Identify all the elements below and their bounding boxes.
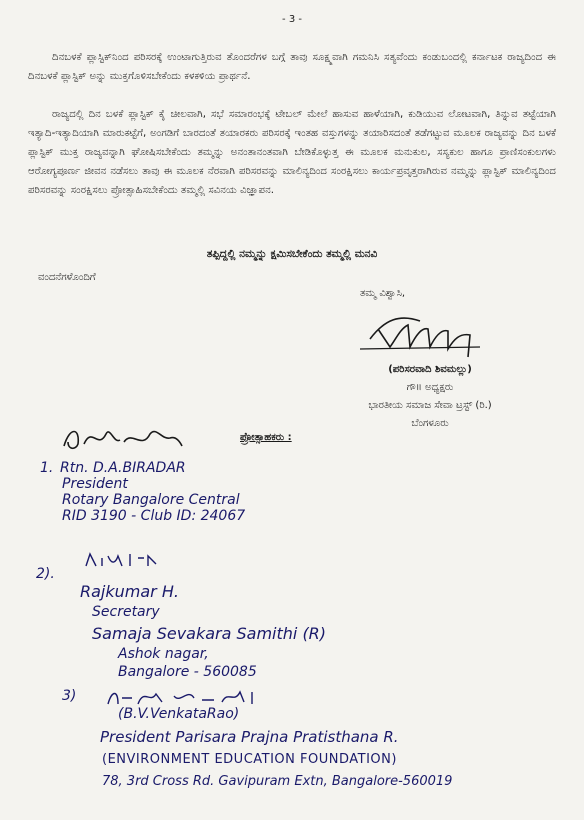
endorser-2-line-2: Secretary xyxy=(92,604,160,620)
endorser-2-line-3: Samaja Sevakara Samithi (R) xyxy=(92,624,327,643)
signatory-name: (ಪರಿಸರವಾದಿ ಶಿವಮಲ್ಲು) xyxy=(388,364,472,375)
endorser-3-line-3: (ENVIRONMENT EDUCATION FOUNDATION) xyxy=(102,752,397,767)
page-number: - 3 - xyxy=(282,14,302,25)
endorser-3-line-2: President Parisara Prajna Pratisthana R. xyxy=(100,728,399,746)
endorser-2-number: 2). xyxy=(36,566,55,582)
encouragers-label: ಪ್ರೋತ್ಸಾಹಕರು : xyxy=(240,432,292,443)
endorser-2-line-1: Rajkumar H. xyxy=(80,582,179,601)
endorser-3-number: 3) xyxy=(62,688,77,704)
endorser-1-line-2: President xyxy=(62,476,128,492)
yours-faithfully: ತಮ್ಮ ವಿಶ್ವಾಸಿ, xyxy=(360,288,406,299)
endorser-1-line-1: Rtn. D.A.BIRADAR xyxy=(60,460,186,476)
signatory-block xyxy=(330,288,530,433)
endorser-2-signature xyxy=(82,548,172,572)
endorser-1-number: 1. xyxy=(40,460,54,476)
endorser-1-line-3: Rotary Bangalore Central xyxy=(62,492,240,508)
signatory-city: ಬೆಂಗಳೂರು xyxy=(411,418,449,429)
signature xyxy=(330,299,530,361)
endorser-3-line-4: 78, 3rd Cross Rd. Gavipuram Extn, Bangalore-560019 xyxy=(102,774,453,789)
endorser-2-line-5: Bangalore - 560085 xyxy=(118,664,257,680)
regards-text: ವಂದನೆಗಳೊಂದಿಗೆ xyxy=(38,272,96,283)
paragraph-1: ದಿನಬಳಕೆ ಪ್ಲಾಸ್ಟಿಕ್‌ನಿಂದ ಪರಿಸರಕ್ಕೆ ಉಂಟಾಗುತ್ತಿರುವ ತೊಂದರೆಗಳ ಬಗ್ಗೆ ತಾವು ಸೂಕ್ಷ್ಮವಾಗಿ ಗಮನಿಸಿ ಸತ್ಯವೆಂದು ಕಂಡುಬಂದಲ್ಲಿ ಕರ್ನಾಟಕ ರಾಜ್ಯದಿಂದ ಈ ದಿನಬಳಕೆ ಪ್ಲಾಸ್ಟಿಕ್ ಅನ್ನು ಮುಕ್ತಗೊಳಿಸಬೇಕೆಂದು ಕಳಕಳಿಯ ಪ್ರಾರ್ಥನೆ. xyxy=(28,52,556,83)
request-line: ತಪ್ಪಿದ್ದಲ್ಲಿ ನಮ್ಮನ್ನು ಕ್ಷಮಿಸಬೇಕೆಂದು ತಮ್ಮಲ್ಲಿ ಮನವಿ xyxy=(206,248,378,260)
signatory-org: ಭಾರತೀಯ ಸಮಾಜ ಸೇವಾ ಟ್ರಸ್ಟ್ (ರಿ.) xyxy=(368,400,492,411)
signatory-title: ಗೌ॥ ಅಧ್ಯಕ್ಷರು xyxy=(406,382,454,393)
endorser-1-line-4: RID 3190 - Club ID: 24067 xyxy=(62,508,246,524)
endorser-3-line-1: (B.V.VenkataRao) xyxy=(118,706,240,722)
endorser-1-signature xyxy=(58,420,188,456)
paragraph-2: ರಾಜ್ಯದಲ್ಲಿ ದಿನ ಬಳಕೆ ಪ್ಲಾಸ್ಟಿಕ್ ಕೈ ಚೀಲವಾಗಿ, ಸಭೆ ಸಮಾರಂಭಕ್ಕೆ ಟೇಬಲ್ ಮೇಲೆ ಹಾಸುವ ಹಾಳೆಯಾಗಿ, ಕುಡಿಯುವ ಲೋಟವಾಗಿ, ತಿನ್ನುವ ತಟ್ಟೆಯಾಗಿ ಇತ್ಯಾದಿ-ಇತ್ಯಾದಿಯಾಗಿ ಮಾರುಕಟ್ಟೆಗೆ, ಅಂಗಡಿಗೆ ಬಾರದಂತೆ ತಯಾರಕರು ಪರಿಸರಕ್ಕೆ ಇಂತಹ ವಸ್ತುಗಳನ್ನು ತಯಾರಿಸದಂತೆ ತಡೆಗಟ್ಟುವ ಮೂಲಕ ರಾಜ್ಯವನ್ನು ದಿನ ಬಳಕೆ ಪ್ಲಾಸ್ಟಿಕ್ ಮುಕ್ತ ರಾಜ್ಯವನ್ನಾಗಿ ಘೋಷಿಸಬೇಕೆಂದು ತಮ್ಮನ್ನು ಅನಂತಾನಂತವಾಗಿ ಬೇಡಿಕೊಳ್ಳುತ್ತ ಈ ಮೂಲಕ ಮನುಕುಲ, ಸಸ್ಯಕುಲ ಹಾಗೂ ಪ್ರಾಣಿಸಂಕುಲಗಳು ಆರೋಗ್ಯಪೂರ್ಣ ಜೀವನ ನಡೆಸಲು ತಾವು ಈ ಮೂಲಕ ನೆರವಾಗಿ ಪರಿಸರವನ್ನು ಮಾಲಿನ್ಯದಿಂದ ಸಂರಕ್ಷಿಸಲು ಕಾರ್ಯಪ್ರವೃತ್ತರಾಗಿರುವ ನಮ್ಮನ್ನು ಪ್ಲಾಸ್ಟಿಕ್ ಮಾಲಿನ್ಯದಿಂದ ಪರಿಸರವನ್ನು ಸಂರಕ್ಷಿಸಲು ಪ್ರೋತ್ಸಾಹಿಸಬೇಕೆಂದು ತಮ್ಮಲ್ಲಿ ಸವಿನಯ ವಿಜ್ಞಾಪನ. xyxy=(28,109,556,197)
endorser-2-line-4: Ashok nagar, xyxy=(118,646,209,662)
